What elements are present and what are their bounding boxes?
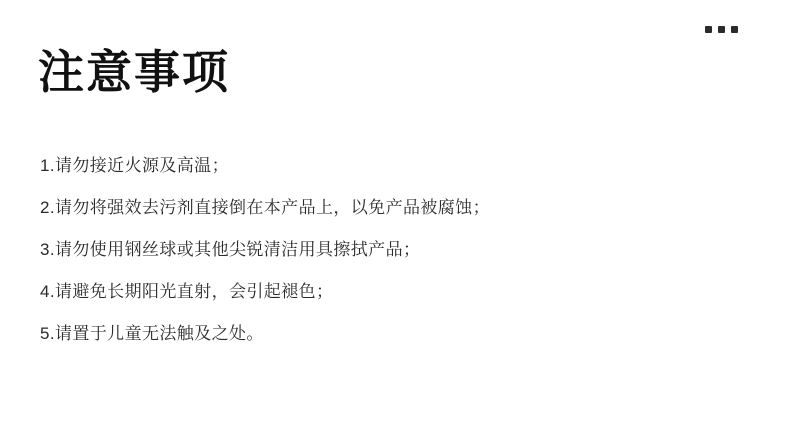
notice-list bbox=[40, 145, 750, 355]
dot-1 bbox=[705, 26, 712, 33]
list-item: 1.请勿接近火源及高温； bbox=[40, 156, 229, 175]
dot-3 bbox=[731, 26, 738, 33]
list-item: 2.请勿将强效去污剂直接倒在本产品上，以免产品被腐蚀； bbox=[40, 198, 490, 217]
more-horizontal-icon bbox=[705, 26, 738, 33]
dot-2 bbox=[718, 26, 725, 33]
list-item: 5.请置于儿童无法触及之处。 bbox=[40, 324, 264, 343]
list-item: 3.请勿使用钢丝球或其他尖锐清洁用具擦拭产品； bbox=[40, 240, 421, 259]
page-header bbox=[38, 40, 752, 110]
page-title: 注意事项 bbox=[38, 46, 230, 98]
list-item: 4.请避免长期阳光直射，会引起褪色； bbox=[40, 282, 334, 301]
